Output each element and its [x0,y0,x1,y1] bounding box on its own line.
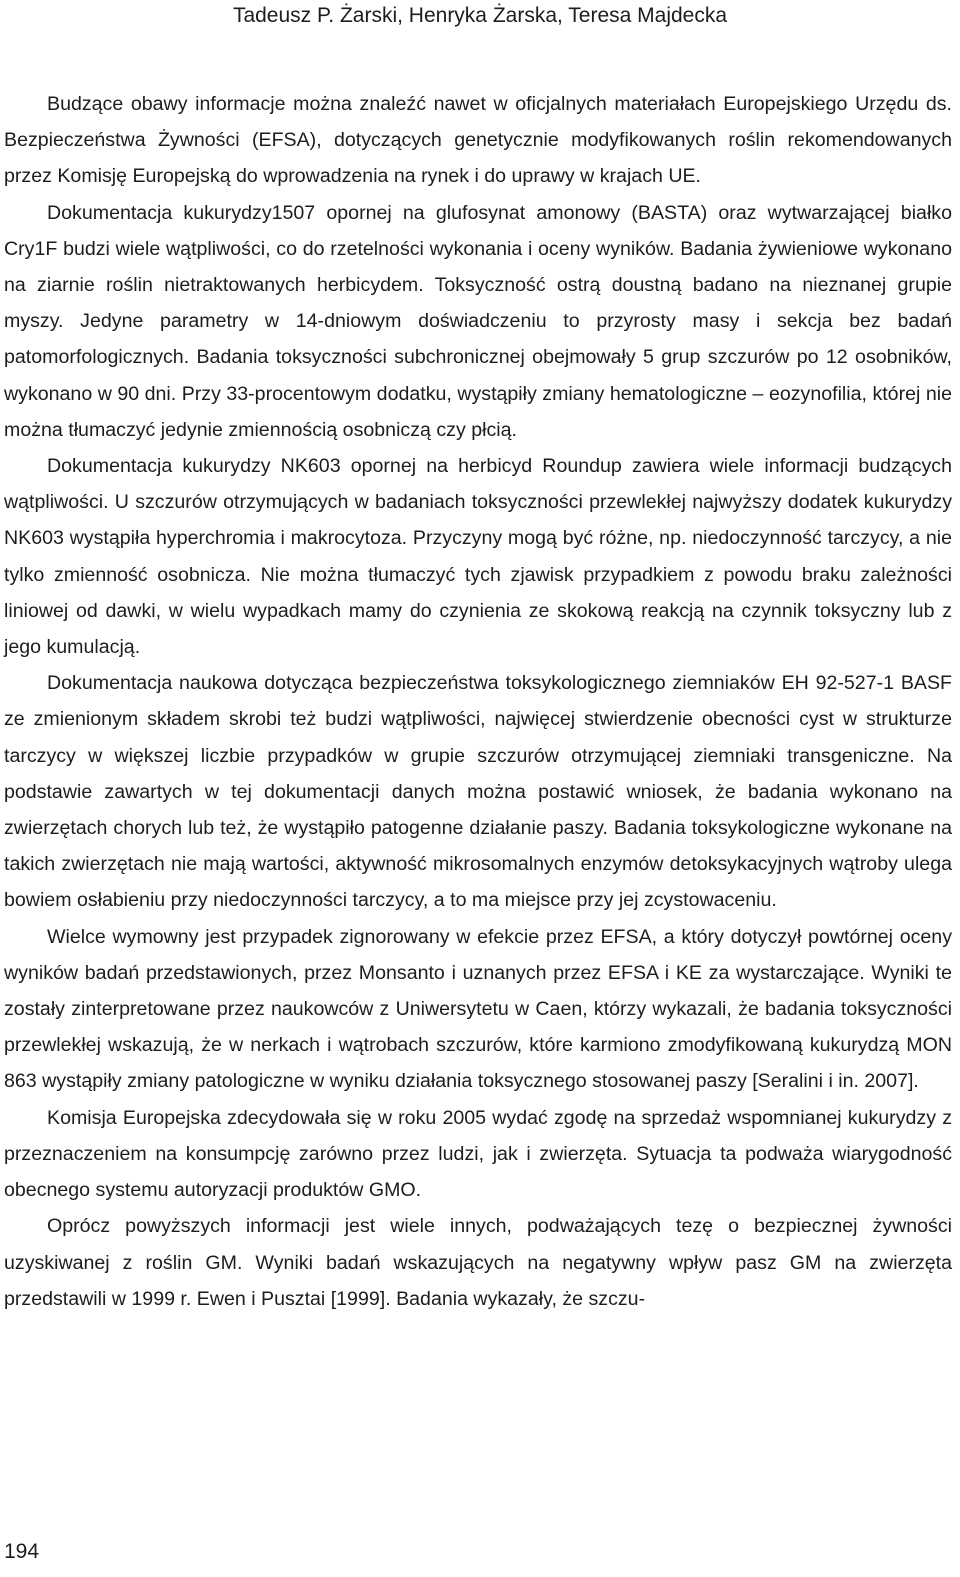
paragraph-other-information: Oprócz powyższych informacji jest wiele innych, podważających tezę o bezpiecznej żywności uzyskiwanej z roślin GM. Wyniki badań wskazujących na negatywny wpływ pasz GM na zwierzęta przedstawili w 1999 r. Ewen i Pusztai [1999]. Badania wykazały, że szczu- [4,1215,952,1310]
paragraph-maize-nk603: Dokumentacja kukurydzy NK603 opornej na herbicyd Roundup zawiera wiele informacji budzących wątpliwości. U szczurów otrzymujących w badaniach toksyczności przewlekłej najwyższy dodatek kukurydzy NK603 wystąpiła hyperchromia i makrocytoza. Przyczyny mogą być różne, np. niedoczynność tarczycy, a nie tylko zmienność osobnicza. Nie można tłumaczyć tych zjawisk przypadkiem z powodu braku zależności liniowej od dawki, w wielu wypadkach mamy do czynienia ze skokową reakcją na czynnik toksyczny lub z jego kumulacją. [4,455,952,659]
paragraph-efsa-materials: Budzące obawy informacje można znaleźć nawet w oficjalnych materiałach Europejskiego Urzędu ds. Bezpieczeństwa Żywności (EFSA), dotyczących genetycznie modyfikowanych roślin rekomendowanych przez Komisję Europejską do wprowadzenia na rynek i do uprawy w krajach UE. [4,93,952,188]
paragraph-potato-eh92: Dokumentacja naukowa dotycząca bezpieczeństwa toksykologicznego ziemniaków EH 92-527-1 BASF ze zmienionym składem skrobi też budzi wątpliwości, najwięcej stwierdzenie obecności cyst w strukturze tarczycy w większej liczbie przypadków w grupie szczurów otrzymującej ziemniaki transgeniczne. Na podstawie zawartych w tej dokumentacji danych można postawić wniosek, że badania wykonano na zwierzętach chorych lub też, że wystąpiło patogenne działanie paszy. Badania toksykologiczne wykonane na takich zwierzętach nie mają wartości, aktywność mikrosomalnych enzymów detoksykacyjnych wątroby ulega bowiem osłabieniu przy niedoczynności tarczycy, a to ma miejsce przy jej zcystowaceniu. [4,672,952,912]
paragraph-maize-1507: Dokumentacja kukurydzy1507 opornej na glufosynat amonowy (BASTA) oraz wytwarzającej białko Cry1F budzi wiele wątpliwości, co do rzetelności wykonania i oceny wyników. Badania żywieniowe wykonano na ziarnie roślin nietraktowanych herbicydem. Toksyczność ostrą doustną badano na nieznanej grupie myszy. Jedyne parametry w 14-dniowym doświadczeniu to przyrosty masy i sekcja bez badań patomorfologicznych. Badania toksyczności subchronicznej obejmowały 5 grup szczurów po 12 osobników, wykonano w 90 dni. Przy 33-procentowym dodatku, wystąpiły zmiany hematologiczne – eozynofilia, której nie można tłumaczyć jedynie zmiennością osobniczą czy płcią. [4,201,952,441]
body-text [4,86,952,1317]
paragraph-commission-2005: Komisja Europejska zdecydowała się w roku 2005 wydać zgodę na sprzedaż wspomnianej kukurydzy z przeznaczeniem na konsumpcję zarówno przez ludzi, jak i zwierzęta. Sytuacja ta podważa wiarygodność obecnego systemu autoryzacji produktów GMO. [4,1106,952,1202]
paragraph-mon863: Wielce wymowny jest przypadek zignorowany w efekcie przez EFSA, a który dotyczył powtórnej oceny wyników badań przedstawionych, przez Monsanto i uznanych przez EFSA i KE za wystarczające. Wyniki te zostały zinterpretowane przez naukowców z Uniwersytetu w Caen, którzy wykazali, że badania toksyczności przewlekłej wskazują, że w nerkach i wątrobach szczurów, które karmiono zmodyfikowaną kukurydzą MON 863 wystąpiły zmiany patologiczne w wyniku działania toksycznego stosowanej paszy [Seralini i in. 2007]. [4,925,952,1093]
running-head-authors: Tadeusz P. Żarski, Henryka Żarska, Teresa Majdecka [232,4,728,27]
page-number: 194 [4,1540,40,1563]
